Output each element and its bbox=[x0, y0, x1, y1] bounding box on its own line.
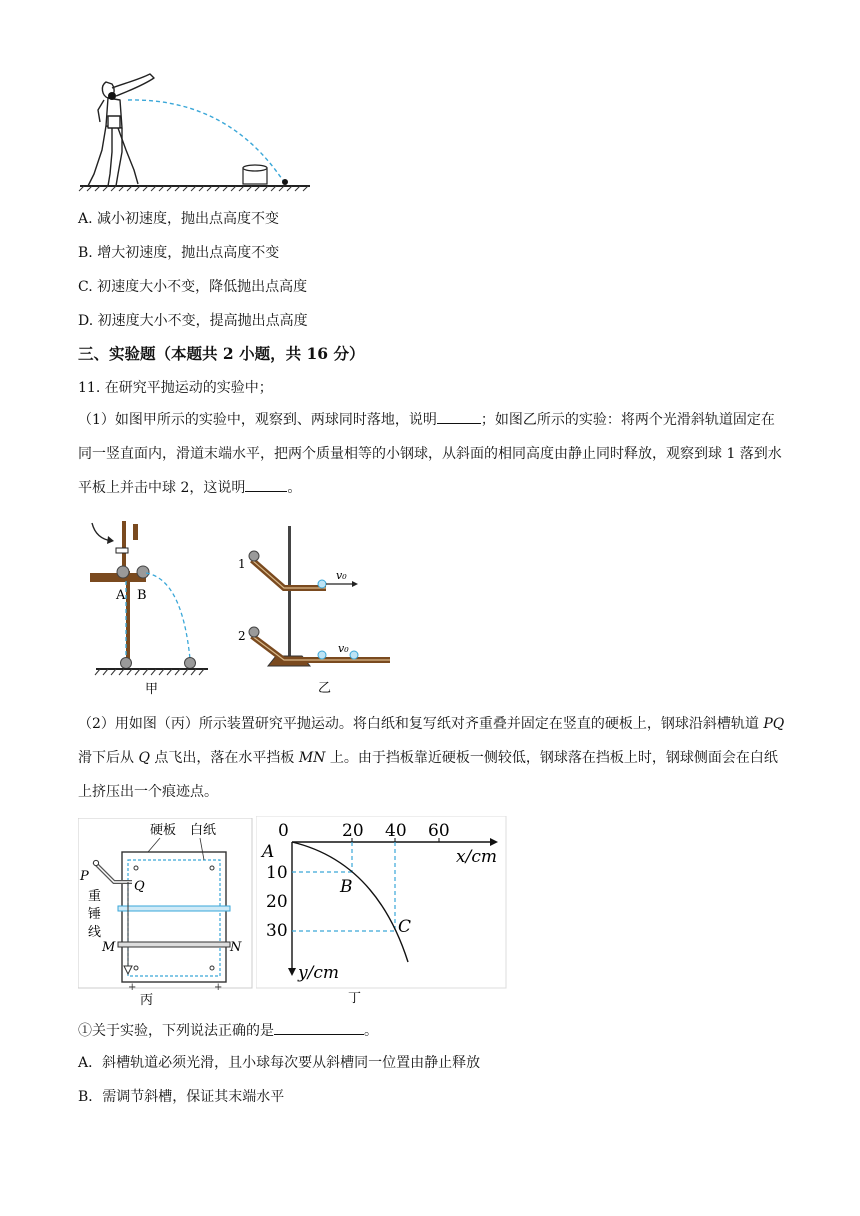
ding-x-tick-40: 40 bbox=[385, 821, 407, 841]
svg-text:+: + bbox=[214, 982, 223, 993]
bing-plumb-1: 重 bbox=[88, 889, 102, 904]
q11-sub1-option-b: B．需调节斜槽，保证其末端水平 bbox=[78, 1089, 285, 1105]
q11-part1-text-b: ；如图乙所示的实验：将两个光滑斜轨道固定在同一竖直面内，滑道末端水平，把两个质量相等的小钢球，从斜面的相同高度由静止同时释放，观察到球 1 落到水平板上并击中球 2，这说明 bbox=[78, 412, 782, 496]
q11-part2-text-a: （2）用如图（丙）所示装置研究平抛运动。将白纸和复写纸对齐重叠并固定在竖直的硬板上，钢球沿斜槽轨道 bbox=[78, 716, 764, 732]
q11-sub1-end: 。 bbox=[364, 1023, 378, 1039]
bing-label-hard: 硬板 bbox=[150, 823, 177, 838]
q11-sub1-option-a: A．斜槽轨道必须光滑，且小球每次要从斜槽同一位置由静止释放 bbox=[78, 1055, 481, 1071]
yi-ball-1: 1 bbox=[238, 557, 246, 571]
bing-label-m: M bbox=[102, 940, 116, 955]
figure-jia bbox=[82, 515, 222, 700]
q11-stem: 11. 在研究平抛运动的实验中； bbox=[78, 380, 273, 396]
figure-ding bbox=[256, 816, 508, 1008]
bing-label-p: P bbox=[80, 869, 89, 884]
bing-caption: 丙 bbox=[140, 993, 154, 1008]
yi-v0-lower: v₀ bbox=[338, 642, 349, 655]
yi-ball-2: 2 bbox=[238, 629, 246, 643]
figure-thrower bbox=[78, 70, 318, 192]
q10-option-d: D. 初速度大小不变，提高抛出点高度 bbox=[78, 313, 308, 329]
ding-ylabel: y/cm bbox=[298, 963, 339, 983]
jia-label-b: B bbox=[137, 588, 147, 603]
q11-part2-text-c: 点飞出，落在水平挡板 bbox=[149, 750, 299, 766]
ding-xlabel: x/cm bbox=[456, 847, 497, 867]
q11-part1 bbox=[78, 403, 786, 505]
bing-plumb-3: 线 bbox=[88, 925, 102, 940]
q11-part2 bbox=[78, 707, 786, 809]
bing-label-q: Q bbox=[134, 879, 145, 894]
q11-part2-text-b: 滑下后从 bbox=[78, 750, 139, 766]
q10-option-b: B. 增大初速度，抛出点高度不变 bbox=[78, 245, 280, 261]
ding-caption: 丁 bbox=[348, 991, 362, 1006]
q11-part2-text-d: 上。由于挡板靠近硬板一侧较低，钢球落在挡板上时，钢球侧面会在白纸上挤压出一个痕迹点。 bbox=[78, 750, 778, 800]
answer-blank-1[interactable] bbox=[437, 409, 481, 424]
q10-option-a: A. 减小初速度，抛出点高度不变 bbox=[78, 211, 280, 227]
q11-sub1-text: ①关于实验，下列说法正确的是 bbox=[78, 1023, 274, 1039]
q11-part2-mn: MN bbox=[298, 750, 326, 766]
jia-caption: 甲 bbox=[145, 682, 159, 697]
jia-label-a: A bbox=[116, 588, 126, 603]
figure-bing bbox=[78, 818, 254, 1008]
bing-label-paper: 白纸 bbox=[190, 823, 217, 838]
ding-label-b: B bbox=[340, 877, 353, 897]
q11-part2-q: Q bbox=[138, 750, 150, 766]
ding-x-tick-20: 20 bbox=[342, 821, 364, 841]
ding-x-tick-60: 60 bbox=[428, 821, 450, 841]
answer-blank-2[interactable] bbox=[245, 477, 287, 492]
ding-origin: 0 bbox=[278, 821, 289, 841]
answer-blank-3[interactable] bbox=[274, 1020, 364, 1035]
section-heading: 三、实验题（本题共 2 小题，共 16 分） bbox=[78, 344, 365, 363]
bing-label-n: N bbox=[230, 940, 242, 955]
yi-v0-upper: v₀ bbox=[336, 569, 347, 582]
ding-y-tick-10: 10 bbox=[266, 863, 288, 883]
ding-label-a: A bbox=[262, 842, 275, 862]
ding-label-c: C bbox=[398, 917, 412, 937]
q11-sub1 bbox=[78, 1020, 378, 1041]
q11-part1-text-a: （1）如图甲所示的实验中，观察到、两球同时落地，说明 bbox=[78, 412, 437, 428]
ding-y-tick-30: 30 bbox=[266, 921, 288, 941]
yi-caption: 乙 bbox=[318, 681, 332, 696]
svg-text:+: + bbox=[128, 982, 137, 993]
q11-part2-pq: PQ bbox=[763, 716, 785, 732]
figure-yi bbox=[230, 520, 400, 700]
bing-plumb-2: 锤 bbox=[88, 907, 102, 922]
ding-y-tick-20: 20 bbox=[266, 892, 288, 912]
q11-part1-text-c: 。 bbox=[287, 480, 302, 496]
q10-option-c: C. 初速度大小不变，降低抛出点高度 bbox=[78, 279, 308, 295]
